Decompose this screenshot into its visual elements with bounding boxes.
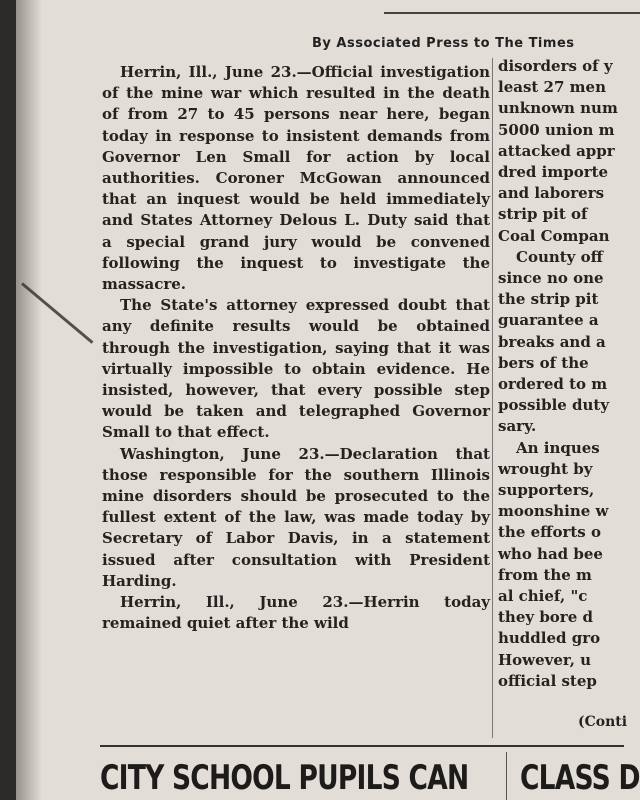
right-column-line: they bore d	[498, 608, 593, 627]
right-column-line: al chief, "c	[498, 587, 588, 606]
right-column-line: the strip pit	[498, 290, 599, 309]
headline-left: CITY SCHOOL PUPILS CAN	[100, 758, 469, 798]
right-column-line: bers of the	[498, 353, 589, 372]
headline-rule	[100, 745, 624, 747]
right-column-line: who had bee	[498, 544, 603, 563]
right-column-line: disorders of y	[498, 57, 613, 75]
headline-right: CLASS D	[520, 758, 640, 798]
right-column-line: wrought by	[498, 459, 593, 478]
right-column-line: least 27 men	[498, 78, 606, 97]
right-column-line: from the m	[498, 565, 592, 584]
right-column-line: and laborers	[498, 184, 605, 203]
right-column-line: the efforts o	[498, 523, 601, 542]
right-column-line: breaks and a	[498, 332, 606, 351]
right-column-line: dred importe	[498, 163, 609, 182]
column-divider	[492, 58, 493, 738]
right-column-line: ordered to m	[498, 375, 608, 394]
wire-byline: By Associated Press to The Times	[312, 36, 575, 51]
right-column-line: unknown num	[498, 99, 618, 118]
right-column-line: strip pit of	[498, 205, 588, 224]
headline-divider	[506, 752, 507, 800]
article-column-left	[102, 62, 490, 634]
top-rule	[384, 12, 640, 14]
article-paragraph: Washington, June 23.—Declaration that those responsible for the southern Illinois mine disorders should be prosecuted to the fullest extent of the law, was made today by Secretary of Labor Davis, in a statement issued after consultation with President Harding.	[102, 444, 490, 590]
right-column-line: official step	[498, 671, 597, 690]
right-column-line: guarantee a	[498, 311, 599, 330]
right-column-line: Coal Compan	[498, 226, 610, 245]
right-column-line: attacked appr	[498, 141, 615, 160]
spine-shadow	[16, 0, 42, 800]
article-paragraph: The State's attorney expressed doubt that any definite results would be obtained through the investigation, saying that it was virtually impossible to obtain evidence. He insisted, however, that every possible step would be taken and telegraphed Governor Small to that effect.	[102, 296, 490, 442]
right-column-line: An inques	[516, 438, 600, 457]
right-column-line: However, u	[498, 650, 592, 669]
right-column-line: sary.	[498, 417, 537, 436]
article-column-right	[496, 56, 640, 692]
right-column-line: huddled gro	[498, 629, 601, 648]
right-column-line: possible duty	[498, 396, 610, 415]
continued-marker: (Conti	[578, 714, 628, 730]
right-column-line: moonshine w	[498, 502, 609, 521]
right-column-line: County off	[516, 247, 603, 266]
right-column-line: since no one	[498, 269, 604, 288]
article-paragraph: Herrin, Ill., June 23.—Herrin today remained quiet after the wild	[102, 593, 490, 633]
right-column-line: 5000 union m	[498, 120, 615, 139]
article-paragraph: Herrin, Ill., June 23.—Official investigation of the mine war which resulted in the death of from 27 to 45 persons near here, began today in response to insistent demands from Governor Len Small for action by local authorities. Coroner McGowan announced that an inquest would be held immediately and States Attorney Delous L. Duty said that a special grand jury would be convened following the inquest to investigate the massacre.	[102, 63, 490, 294]
right-column-line: supporters,	[498, 481, 595, 500]
